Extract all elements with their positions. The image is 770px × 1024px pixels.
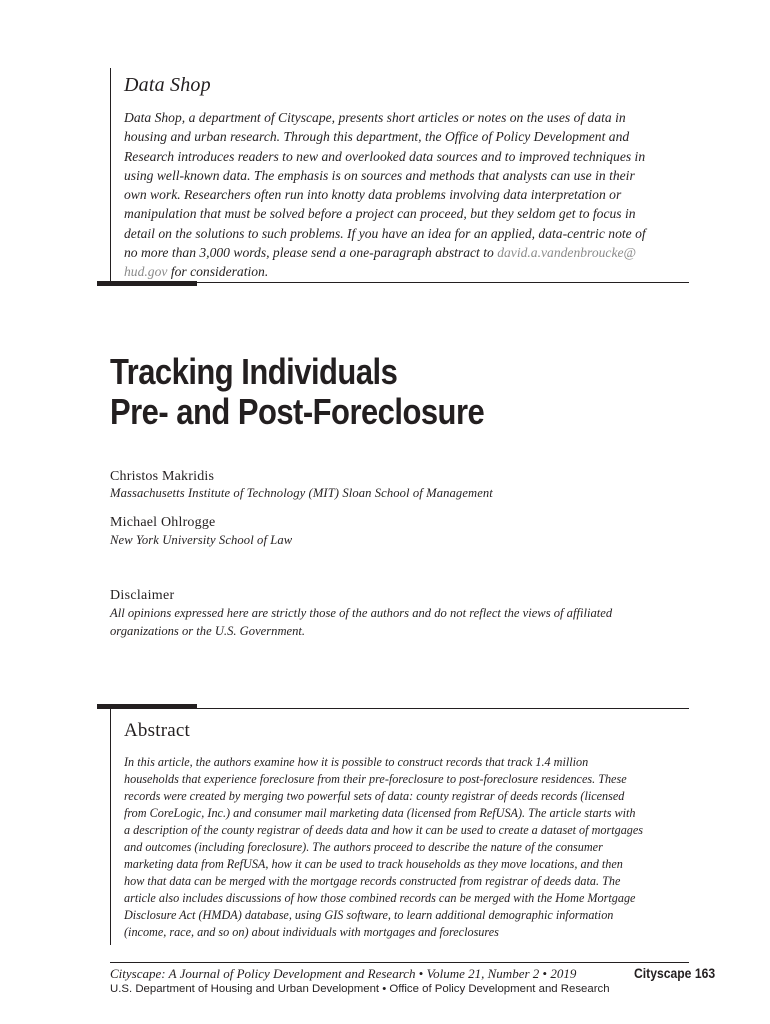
data-shop-left-rule xyxy=(110,68,111,281)
journal-title: Cityscape: A Journal of Policy Development and Research xyxy=(110,966,416,981)
data-shop-box xyxy=(97,68,689,287)
email-link-continued[interactable]: hud.gov xyxy=(124,264,168,280)
data-shop-line: detail on the solutions to such problems. If you have an idea for an applied, data-centric note of xyxy=(124,225,646,241)
email-link[interactable]: david.a.vandenbroucke@ xyxy=(497,245,637,261)
data-shop-closing-line xyxy=(124,262,689,281)
abstract-line: households that experience foreclosure from their pre-foreclosure to post-foreclosure residences. These xyxy=(124,772,627,787)
data-shop-line: using well-known data. The emphasis is on sources and methods that analysts can use in their xyxy=(124,167,635,183)
data-shop-line: no more than 3,000 words, please send a one-paragraph abstract to xyxy=(124,245,498,261)
article-title xyxy=(110,352,484,432)
disclaimer-line: All opinions expressed here are strictly those of the authors and do not reflect the views of affiliated xyxy=(110,606,613,620)
data-shop-line: housing and urban research. Through this department, the Office of Policy Development and xyxy=(124,129,630,145)
article-title-line-2: Pre- and Post-Foreclosure xyxy=(110,391,485,432)
bullet-separator: • xyxy=(539,966,551,981)
abstract-line: marketing data from RefUSA, how it can be used to track households as they move locations, and then xyxy=(124,857,623,872)
data-shop-heading: Data Shop xyxy=(124,74,211,96)
abstract-line: from CoreLogic, Inc.) and consumer mail marketing data (licensed from RefUSA). The article starts with xyxy=(124,806,636,821)
abstract-line: (income, race, and so on) about individuals with mortgages and foreclosures xyxy=(124,925,499,940)
disclaimer-line: organizations or the U.S. Government. xyxy=(110,624,306,638)
abstract-box xyxy=(97,704,689,944)
journal-volume: Volume 21, Number 2 xyxy=(426,966,540,981)
abstract-line: In this article, the authors examine how it is possible to construct records that track 1.4 million xyxy=(124,755,589,769)
abstract-top-rule xyxy=(97,708,689,709)
bullet-separator: • xyxy=(415,966,427,981)
journal-year: 2019 xyxy=(550,966,577,981)
article-title-line-1: Tracking Individuals xyxy=(110,351,398,392)
data-shop-line: manipulation that must be solved before a project can proceed, but they seldom get to focus in xyxy=(124,206,636,222)
author-name: Michael Ohlrogge xyxy=(110,515,216,530)
abstract-line: and outcomes (including foreclosure). The authors proceed to describe the nature of the consumer xyxy=(124,840,603,855)
data-shop-line: own work. Researchers often run into knotty data problems involving data interpretation or xyxy=(124,187,622,203)
abstract-line: a description of the county registrar of deeds data and how it can be used to create a dataset of mortgages xyxy=(124,823,644,838)
page-label: Cityscape xyxy=(633,966,692,981)
abstract-left-rule xyxy=(110,709,111,945)
abstract-line: Disclosure Act (HMDA) database, using GIS software, to learn additional demographic information xyxy=(124,908,614,923)
data-shop-line: Research introduces readers to new and overlooked data sources and to improved techniques in xyxy=(124,148,646,164)
abstract-line: article also includes discussions of how those combined records can be merged with the Home Mortgage xyxy=(124,891,636,906)
abstract-line: records were created by merging two powerful sets of data: county registrar of deeds records (licensed xyxy=(124,789,625,804)
data-shop-line: Data Shop, a department of Cityscape, presents short articles or notes on the uses of data in xyxy=(124,110,626,125)
data-shop-closing: for consideration. xyxy=(167,264,269,280)
disclaimer-heading: Disclaimer xyxy=(110,588,175,603)
footer-rule xyxy=(110,962,689,963)
author-affiliation: New York University School of Law xyxy=(110,533,293,547)
disclaimer-text xyxy=(110,604,670,640)
page-number: 163 xyxy=(694,966,715,981)
abstract-heading: Abstract xyxy=(124,720,190,741)
author-name: Christos Makridis xyxy=(110,469,215,484)
data-shop-bottom-rule xyxy=(97,282,689,283)
footer-page-marker xyxy=(634,966,715,981)
abstract-text xyxy=(124,754,689,942)
footer-department: U.S. Department of Housing and Urban Development • Office of Policy Development and Research xyxy=(110,983,610,995)
data-shop-line-with-email xyxy=(124,243,689,262)
author-affiliation: Massachusetts Institute of Technology (MIT) Sloan School of Management xyxy=(110,486,493,500)
footer-journal-citation xyxy=(110,966,576,982)
abstract-line: how that data can be merged with the mortgage records constructed from registrar of deeds data. The xyxy=(124,874,621,889)
data-shop-description xyxy=(124,108,689,282)
